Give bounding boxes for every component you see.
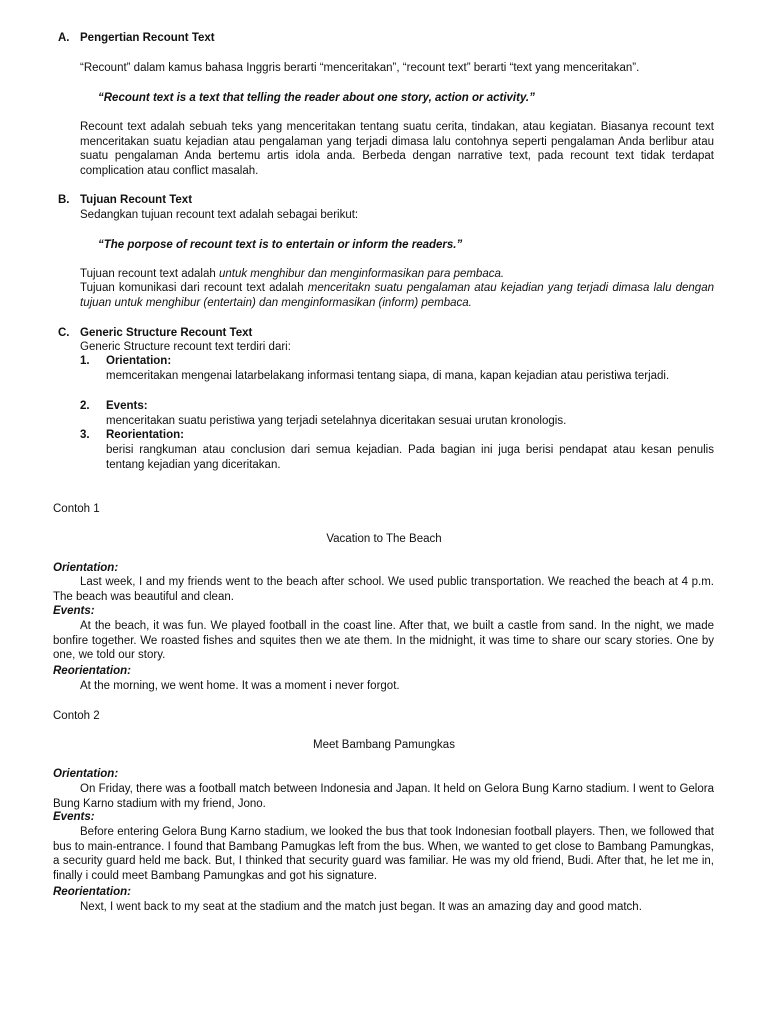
section-b-quote: “The porpose of recount text is to entertain or inform the readers.” xyxy=(98,239,463,251)
example-1-reorientation-label: Reorientation: xyxy=(53,665,131,677)
section-c-heading xyxy=(58,326,252,341)
section-a-letter: A. xyxy=(58,32,70,44)
section-c-letter: C. xyxy=(58,327,70,339)
structure-item-3-title: Reorientation: xyxy=(106,429,184,441)
structure-item-1 xyxy=(80,354,714,369)
structure-item-2-number: 2. xyxy=(80,400,90,412)
section-c-title: Generic Structure Recount Text xyxy=(80,327,253,339)
structure-item-1-title: Orientation: xyxy=(106,355,172,367)
example-2-label: Contoh 2 xyxy=(53,710,100,722)
example-1-orientation: Last week, I and my friends went to the beach after school. We used public transportation. We reached the beach at 4 p.m. The beach was beautiful and clean. xyxy=(53,576,714,603)
section-b-heading xyxy=(58,193,192,208)
example-2-events-label: Events: xyxy=(53,811,95,823)
structure-item-2-desc: menceritakan suatu peristiwa yang terjadi setelahnya diceritakan sesuai urutan kronologis. xyxy=(106,415,567,427)
example-2-orientation: On Friday, there was a football match between Indonesia and Japan. It held on Gelora Bung Karno stadium. I went to Gelora Bung Karno stadium with my friend, Jono. xyxy=(53,783,714,810)
structure-item-3-desc: berisi rangkuman atau conclusion dari semua kejadian. Pada bagian ini juga berisi pendapat atau kesan penulis tentang kejadian yang diceritakan. xyxy=(106,444,714,471)
example-1-events: At the beach, it was fun. We played football in the coast line. After that, we built a castle from sand. In the night, we made bonfire together. We roasted fishes and squites then we ate them. In the midnight, it was time to share our scary stories. One by one, we told our story. xyxy=(53,620,714,662)
section-b-title: Tujuan Recount Text xyxy=(80,194,193,206)
section-b-intro: Sedangkan tujuan recount text adalah sebagai berikut: xyxy=(80,209,359,221)
example-1-label: Contoh 1 xyxy=(53,503,100,515)
example-1-events-label: Events: xyxy=(53,605,95,617)
structure-item-1-desc: memceritakan mengenai latarbelakang informasi tentang siapa, di mana, kapan kejadian atau peristiwa terjadi. xyxy=(106,370,670,382)
section-b-purpose xyxy=(80,267,714,282)
section-a-title: Pengertian Recount Text xyxy=(80,32,215,44)
section-b-purpose-text: Tujuan recount text adalah xyxy=(80,268,219,280)
section-a-heading xyxy=(58,31,215,46)
structure-item-1-number: 1. xyxy=(80,355,90,367)
section-b-communication-emphasis: menceritakn suatu pengalaman atau kejadian yang terjadi dimasa lalu dengan tujuan untuk menghibur (entertain) dan menginformasikan (inform) pembaca. xyxy=(80,282,714,309)
example-2-reorientation-label: Reorientation: xyxy=(53,886,131,898)
example-2-events: Before entering Gelora Bung Karno stadium, we looked the bus that took Indonesian football players. Then, we followed that bus to main-entrance. I found that Bambang Pamugkas left from the bus. When, we wanted to get close to Bambang Pamungkas, a security guard held me back. But, I thinked that security guard was familiar. He was my old friend, Budi. After that, he let me in, finally i could meet Bambang Pamungkas and got his signature. xyxy=(53,826,714,882)
example-1-title: Vacation to The Beach xyxy=(326,533,442,545)
structure-item-3 xyxy=(80,428,714,443)
section-b-communication-text: Tujuan komunikasi dari recount text adalah xyxy=(80,282,308,294)
example-2-reorientation: Next, I went back to my seat at the stadium and the match just began. It was an amazing day and good match. xyxy=(80,901,642,913)
structure-item-3-number: 3. xyxy=(80,429,90,441)
structure-item-2 xyxy=(80,399,714,414)
example-2-title: Meet Bambang Pamungkas xyxy=(313,739,455,751)
section-b-communication xyxy=(80,281,714,310)
section-b-letter: B. xyxy=(58,194,70,206)
section-a-definition: “Recount” dalam kamus bahasa Inggris berarti “menceritakan”, “recount text” berarti “text yang menceritakan”. xyxy=(80,62,640,74)
structure-item-2-title: Events: xyxy=(106,400,148,412)
example-2-orientation-label: Orientation: xyxy=(53,768,119,780)
example-1-orientation-label: Orientation: xyxy=(53,562,119,574)
section-c-intro: Generic Structure recount text terdiri dari: xyxy=(80,341,291,353)
example-1-reorientation: At the morning, we went home. It was a moment i never forgot. xyxy=(80,680,400,692)
section-a-quote: “Recount text is a text that telling the reader about one story, action or activity.” xyxy=(98,92,535,104)
section-b-purpose-emphasis: untuk menghibur dan menginformasikan para pembaca. xyxy=(218,268,505,280)
section-a-paragraph: Recount text adalah sebuah teks yang menceritakan tentang suatu cerita, tindakan, atau kegiatan. Biasanya recount text menceritakan suatu kejadian atau pengalaman yang terjadi dimasa lalu contohnya seperti pengalaman Anda berlibur atau suatu pengalaman Anda bertemu artis idola anda. Berbeda dengan narrative text, pada recount text tidak terdapat complication atau conflict masalah. xyxy=(80,121,714,177)
